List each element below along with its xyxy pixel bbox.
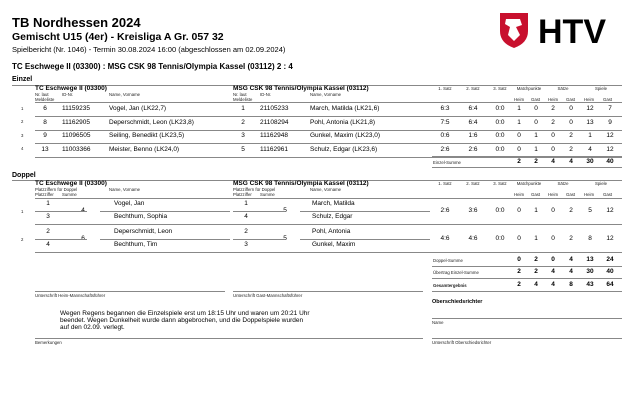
einzel-home-nr: 6	[43, 105, 47, 112]
einzel-mg: 1	[534, 145, 538, 153]
col-gast-m: Gast	[531, 97, 541, 102]
doppel-mg: 1	[534, 235, 538, 242]
einzel-away-id: 21108294	[260, 118, 289, 126]
doppel-s1: 2:6	[440, 207, 450, 214]
einzel-gh: 1	[588, 132, 592, 139]
col-summe: Summe	[62, 192, 77, 197]
col-saetze: Sätze	[557, 86, 569, 91]
einzel-s2: 2:6	[468, 145, 478, 153]
doppel-home-sum: 4	[81, 207, 85, 214]
einzel-label: Einzel	[12, 76, 33, 83]
doppel-sum-gg: 24	[606, 256, 614, 263]
d-col-saetze: Sätze	[557, 181, 569, 186]
col-satz2: 2. Satz	[466, 86, 480, 91]
doppel-s3: 0:0	[495, 235, 505, 242]
einzel-away-id: 21105233	[260, 105, 289, 112]
d-col-heim-g: Heim	[584, 192, 595, 197]
doppel-home-sum: 6	[81, 235, 85, 242]
einzel-away-name: Pohl, Antonia (LK21,8)	[310, 118, 376, 126]
doppel-away-pz2: 3	[244, 241, 248, 248]
col-meldeliste-away: Meldeliste	[233, 97, 253, 102]
einzel-sg: 0	[569, 105, 573, 112]
total-sum-mg: 4	[534, 281, 538, 288]
doppel-sum-mh: 0	[517, 256, 521, 263]
col-nr-laut-away: Nr. laut	[233, 92, 247, 97]
einzel-sum-mg: 2	[534, 158, 538, 165]
col-heim-g: Heim	[584, 97, 595, 102]
sig-away-label: Unterschrift Gast-Mannschaftsführer	[233, 293, 303, 298]
einzel-away-name: Schulz, Edgar (LK23,6)	[310, 145, 378, 153]
referee-name-label: Name	[432, 320, 444, 325]
carry-sum-mg: 2	[534, 268, 538, 275]
einzel-mh: 1	[517, 118, 521, 126]
col-gast-s: Gast	[566, 97, 576, 102]
einzel-gh: 13	[586, 118, 594, 126]
einzel-away-name: Gunkel, Maxim (LK23,0)	[310, 132, 381, 139]
einzel-home-id: 11162905	[62, 118, 90, 126]
col-meldeliste: Meldeliste	[35, 97, 55, 102]
doppel-gh: 5	[588, 207, 592, 214]
doppel-away-sum: 5	[283, 207, 287, 214]
einzel-home-nr: 13	[41, 145, 49, 153]
einzel-s2: 6:4	[468, 118, 478, 126]
doppel-away-team: MSG CSK 98 Tennis/Olympia Kassel (03112)	[233, 180, 369, 187]
d-col-heim-s: Heim	[548, 192, 559, 197]
einzel-away-nr: 3	[241, 132, 245, 139]
doppel-mh: 0	[517, 207, 521, 214]
sig-home-label: Unterschrift Heim-Mannschaftsführer	[35, 293, 106, 298]
d-col-heim-m: Heim	[514, 192, 525, 197]
einzel-sum-mh: 2	[517, 158, 521, 165]
einzel-home-nr: 9	[43, 132, 47, 139]
doppel-away-name2: Gunkel, Maxim	[312, 241, 356, 248]
d-col-gast-g: Gast	[603, 192, 613, 197]
doppel-sh: 0	[551, 235, 555, 242]
einzel-away-id: 11162961	[260, 145, 288, 153]
lion-shield-icon	[500, 13, 528, 48]
einzel-sh: 2	[551, 105, 555, 112]
einzel-mh: 1	[517, 105, 521, 112]
total-sum-gh: 43	[586, 281, 594, 288]
doppel-gg: 12	[606, 235, 614, 242]
doppel-away-pz1: 2	[244, 228, 248, 235]
page-title: TB Nordhessen 2024	[12, 15, 141, 30]
doppel-s2: 4:6	[468, 235, 478, 242]
einzel-sum-label: Einzel-Summe	[433, 160, 461, 165]
logo-text: HTV	[538, 13, 606, 49]
doppel-home-pz1: 1	[46, 200, 50, 207]
einzel-home-id: 11003366	[62, 145, 91, 153]
doppel-gg: 12	[606, 207, 614, 214]
d-col-gast-m: Gast	[531, 192, 541, 197]
einzel-sg: 0	[569, 118, 573, 126]
einzel-away-name: March, Matilda (LK21,6)	[310, 105, 380, 112]
einzel-row-index: 3	[21, 132, 24, 138]
einzel-s2: 1:6	[468, 132, 478, 139]
einzel-gg: 12	[606, 132, 614, 139]
carry-sum-label: Übertrag Einzel-Summe	[433, 269, 479, 275]
einzel-s1: 2:6	[440, 145, 450, 153]
referee-title: Oberschiedsrichter	[432, 299, 483, 305]
einzel-sh: 2	[551, 118, 555, 126]
doppel-away-name2: Schulz, Edgar	[312, 213, 353, 220]
carry-sum-gg: 40	[606, 268, 614, 275]
referee-sig-label: Unterschrift Oberschiedsrichter	[432, 340, 492, 345]
einzel-gg: 7	[608, 105, 612, 112]
doppel-away-name1: Pohl, Antonia	[312, 228, 351, 235]
einzel-s3: 0:0	[495, 105, 505, 112]
doppel-home-name1: Vogel, Jan	[114, 200, 145, 207]
col-id-nr: ID-Nr.	[62, 92, 74, 97]
einzel-mh: 0	[517, 145, 521, 153]
doppel-sh: 0	[551, 207, 555, 214]
col-platzziffer: Platzziffer	[35, 192, 54, 197]
doppel-row-index: 2	[21, 237, 24, 242]
einzel-row-index: 2	[21, 119, 24, 124]
total-sum-sh: 4	[551, 281, 555, 288]
col-matchpunkte: Matchpunkte	[516, 86, 542, 91]
einzel-s1: 6:3	[440, 105, 450, 112]
einzel-gg: 12	[606, 145, 614, 153]
einzel-sum-gg: 40	[606, 158, 614, 165]
carry-sum-sh: 4	[551, 268, 555, 275]
einzel-gg: 9	[608, 118, 612, 126]
doppel-s2: 3:6	[468, 207, 478, 214]
d-col-satz1: 1. Satz	[438, 181, 452, 186]
col-platz-doppel-away: Platzziffern für Doppel	[233, 187, 276, 192]
doppel-sum-gh: 13	[586, 256, 594, 263]
einzel-home-id: 11159235	[62, 105, 90, 112]
doppel-sg: 2	[569, 207, 573, 214]
remarks-text: Wegen Regens begannen die Einzelspiele erst um 18:15 Uhr und waren um 20:21 Uhr beendet. Wegen Dunkelheit wurde dann abgebrochen, und die Doppelspiele wurden auf den 02.09. verlegt.	[60, 310, 310, 331]
htv-logo	[498, 11, 622, 49]
total-sum-mh: 2	[517, 281, 521, 288]
doppel-sg: 2	[569, 235, 573, 242]
report-info: Spielbericht (Nr. 1046) - Termin 30.08.2024 16:00 (abgeschlossen am 02.09.2024)	[12, 45, 286, 54]
d-col-satz3: 3. Satz	[493, 181, 507, 186]
einzel-sum-sh: 4	[551, 158, 555, 165]
doppel-mh: 0	[517, 235, 521, 242]
einzel-s2: 6:4	[468, 105, 478, 112]
einzel-sg: 2	[569, 145, 573, 153]
einzel-mg: 0	[534, 118, 538, 126]
col-name-doppel-away: Name, Vorname	[310, 187, 342, 192]
d-col-satz2: 2. Satz	[466, 181, 480, 186]
col-name-away: Name, Vorname	[310, 92, 342, 97]
einzel-gh: 12	[586, 105, 594, 112]
remarks-label: Bemerkungen	[35, 340, 62, 345]
einzel-s1: 0:6	[440, 132, 450, 139]
match-title: TC Eschwege II (03300) : MSG CSK 98 Tennis/Olympia Kassel (03112) 2 : 4	[12, 62, 293, 71]
total-sum-sg: 8	[569, 281, 573, 288]
col-name-doppel: Name, Vorname	[109, 187, 141, 192]
doppel-mg: 1	[534, 207, 538, 214]
doppel-away-sum: 5	[283, 235, 287, 242]
einzel-home-name: Meister, Benno (LK24,0)	[109, 145, 180, 153]
doppel-home-pz2: 4	[46, 241, 50, 248]
d-col-spiele: Spiele	[595, 181, 607, 186]
col-heim-m: Heim	[514, 97, 525, 102]
doppel-home-pz1: 2	[46, 228, 50, 235]
doppel-sum-label: Doppel-Summe	[433, 257, 463, 263]
einzel-sh: 0	[551, 145, 555, 153]
einzel-s3: 0:0	[495, 132, 505, 139]
einzel-away-nr: 1	[241, 105, 245, 112]
doppel-sum-mg: 2	[534, 256, 538, 263]
doppel-row-index: 1	[21, 209, 24, 214]
einzel-sum-gh: 30	[586, 158, 594, 165]
einzel-gh: 4	[588, 145, 592, 153]
doppel-away-pz2: 4	[244, 213, 248, 220]
einzel-away-id: 11162948	[260, 132, 288, 139]
doppel-s3: 0:0	[495, 207, 505, 214]
einzel-home-nr: 8	[43, 118, 47, 126]
einzel-s1: 7:5	[440, 118, 450, 126]
doppel-label: Doppel	[12, 172, 36, 179]
einzel-sh: 0	[551, 132, 555, 139]
col-spiele: Spiele	[595, 86, 607, 91]
einzel-away-team: MSG CSK 98 Tennis/Olympia Kassel (03112)	[233, 85, 369, 92]
col-name: Name, Vorname	[109, 92, 141, 97]
einzel-home-name: Vogel, Jan (LK22,7)	[109, 105, 167, 112]
col-satz3: 3. Satz	[493, 86, 507, 91]
einzel-sg: 2	[569, 132, 573, 139]
carry-sum-mh: 2	[517, 268, 521, 275]
einzel-mg: 0	[534, 105, 538, 112]
einzel-home-team: TC Eschwege II (03300)	[35, 85, 107, 92]
einzel-home-name: Deperschmidt, Leon (LK23,8)	[109, 118, 194, 126]
doppel-gh: 8	[588, 235, 592, 242]
doppel-home-name1: Deperschmidt, Leon	[114, 228, 173, 235]
league-title: Gemischt U15 (4er) - Kreisliga A Gr. 057 32	[12, 31, 224, 43]
carry-sum-sg: 4	[569, 268, 573, 275]
col-satz1: 1. Satz	[438, 86, 452, 91]
col-nr-laut: Nr. laut	[35, 92, 49, 97]
col-summe-away: Summe	[260, 192, 275, 197]
einzel-s3: 0:0	[495, 118, 505, 126]
col-gast-g: Gast	[603, 97, 613, 102]
doppel-home-name2: Bechthum, Sophia	[114, 213, 168, 220]
col-id-nr-away: ID-Nr.	[260, 92, 272, 97]
doppel-home-team: TC Eschwege II (03300)	[35, 180, 107, 187]
doppel-s1: 4:6	[440, 235, 450, 242]
einzel-row-index: 4	[21, 146, 24, 151]
carry-sum-gh: 30	[586, 268, 594, 275]
doppel-home-name2: Bechthum, Tim	[114, 241, 158, 248]
d-col-gast-s: Gast	[566, 192, 576, 197]
col-platz-doppel: Platzziffern für Doppel	[35, 187, 78, 192]
einzel-away-nr: 2	[241, 118, 245, 126]
col-heim-s: Heim	[548, 97, 559, 102]
einzel-away-nr: 5	[241, 145, 245, 153]
doppel-sum-sg: 4	[569, 256, 573, 263]
total-sum-gg: 64	[606, 281, 614, 288]
einzel-mh: 0	[517, 132, 521, 139]
einzel-s3: 0:0	[495, 145, 505, 153]
doppel-away-pz1: 1	[244, 200, 248, 207]
einzel-home-id: 11096505	[62, 132, 91, 139]
doppel-away-name1: March, Matilda	[312, 200, 355, 207]
doppel-sum-sh: 0	[551, 256, 555, 263]
col-platzziffer-away: Platzziffer	[233, 192, 252, 197]
einzel-sum-sg: 4	[569, 158, 573, 165]
total-sum-label: Gesamtergebnis	[433, 282, 467, 288]
einzel-row-index: 1	[21, 105, 24, 111]
einzel-mg: 1	[534, 132, 538, 139]
d-col-matchpunkte: Matchpunkte	[516, 181, 542, 186]
doppel-home-pz2: 3	[46, 213, 50, 220]
einzel-home-name: Seiling, Benedikt (LK23,5)	[109, 132, 185, 139]
